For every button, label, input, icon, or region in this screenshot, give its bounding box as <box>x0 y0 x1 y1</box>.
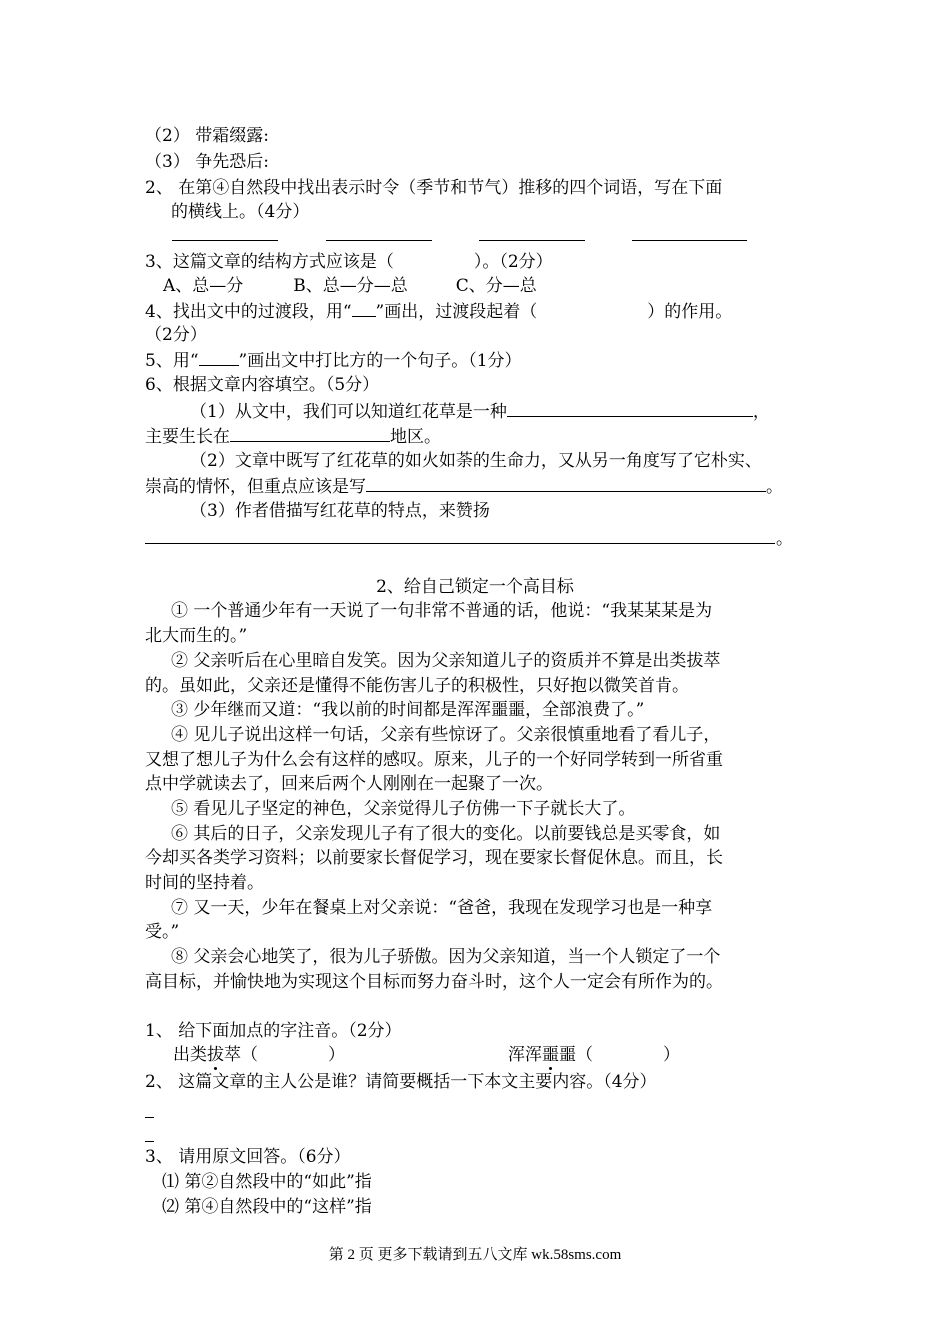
question-6-1b-text: 主要生长在 <box>145 427 230 447</box>
paragraph-line: 北大而生的。” <box>145 626 248 646</box>
paragraph-line: 时间的坚持着。 <box>145 873 264 893</box>
paragraph-line: 又想了想儿子为什么会有这样的感叹。原来，儿子的一个好同学转到一所省重 <box>145 750 723 770</box>
pinyin-word-2 <box>508 1044 680 1066</box>
question-6: 6、根据文章内容填空。（5分） <box>145 375 380 395</box>
word-1-part-a: 出类 <box>173 1045 207 1065</box>
paragraph-line: ② 父亲听后在心里暗自发笑。因为父亲知道儿子的资质并不算是出类拔萃 <box>171 651 721 671</box>
passage-question-2: 2、 这篇文章的主人公是谁？请简要概括一下本文主要内容。（4分） <box>145 1072 657 1092</box>
paragraph-line: ④ 见儿子说出这样一句话，父亲有些惊讶了。父亲很慎重地看了看儿子， <box>171 725 721 745</box>
question-6-1-blank[interactable] <box>507 400 753 417</box>
question-6-1b-end: 地区。 <box>390 427 441 447</box>
question-6-1-end: ， <box>752 402 770 422</box>
word-2-part-a: 浑浑 <box>508 1045 542 1065</box>
dotted-character: 拔 <box>207 1045 224 1065</box>
question-4-text: 4、找出文中的过渡段，用“ <box>145 302 352 322</box>
underline-sample-short <box>352 300 376 317</box>
passage-question-3-2: ⑵ 第④自然段中的“这样”指 <box>162 1197 372 1217</box>
paragraph-line: 今却买各类学习资料；以前要家长督促学习，现在要家长督促休息。而且，长 <box>145 848 723 868</box>
question-6-2b-end: 。 <box>766 477 783 497</box>
answer-blank-1[interactable] <box>172 240 278 241</box>
answer-blank-4[interactable] <box>632 240 747 241</box>
passage-question-3: 3、 请用原文回答。（6分） <box>145 1147 351 1167</box>
paragraph-line: ⑦ 又一天，少年在餐桌上对父亲说：“爸爸，我现在发现学习也是一种享 <box>171 898 713 918</box>
question-6-1-text: （1）从文中，我们可以知道红花草是一种 <box>190 402 507 422</box>
question-4-end: ）的作用。 <box>647 302 733 322</box>
answer-mark-2[interactable] <box>145 1141 154 1142</box>
paragraph-line: 受。” <box>145 922 180 942</box>
question-5-text: 5、用“ <box>145 351 199 371</box>
question-4 <box>145 300 732 323</box>
question-6-2a: （2）文章中既写了红花草的如火如荼的生命力，又从另一角度写了它朴实、 <box>190 451 762 471</box>
option-c: C、分—总 <box>455 276 537 296</box>
question-4-score: （2分） <box>145 325 207 345</box>
paragraph-line: ⑤ 看见儿子坚定的神色，父亲觉得儿子仿佛一下子就长大了。 <box>171 799 636 819</box>
option-a: A、总—分 <box>163 276 244 296</box>
question-6-1 <box>190 400 770 423</box>
question-3 <box>145 251 553 273</box>
word-1-close: ） <box>328 1045 345 1065</box>
answer-blank-2[interactable] <box>326 240 432 241</box>
paragraph-line: ⑥ 其后的日子，父亲发现儿子有了很大的变化。以前要钱总是买零食，如 <box>171 824 721 844</box>
paragraph-line: ⑧ 父亲会心地笑了，很为儿子骄傲。因为父亲知道，当一个人锁定了一个 <box>171 947 721 967</box>
question-6-2b-text: 崇高的情怀，但重点应该是写 <box>145 477 366 497</box>
paragraph-line: 点中学就读去了，回来后两个人刚刚在一起聚了一次。 <box>145 774 553 794</box>
passage-title: 2、给自己锁定一个高目标 <box>376 577 574 597</box>
question-4-mid: ”画出，过渡段起着（ <box>375 302 538 322</box>
question-3-text: 3、这篇文章的结构方式应该是（ <box>145 252 394 272</box>
question-6-3-blank[interactable] <box>145 543 775 544</box>
question-6-1b <box>145 425 441 448</box>
question-6-3: （3）作者借描写红花草的特点，来赞扬 <box>190 501 490 521</box>
option-b: B、总—分—总 <box>293 276 408 296</box>
question-5-end: ”画出文中打比方的一个句子。（1分） <box>238 351 522 371</box>
question-6-3-end: 。 <box>776 529 793 549</box>
question-6-2b <box>145 475 783 498</box>
dotted-character: 噩 <box>542 1045 559 1065</box>
pinyin-word-1 <box>173 1044 345 1066</box>
question-6-1b-blank[interactable] <box>230 425 390 442</box>
question-3-options <box>163 275 537 297</box>
paragraph-line: ③ 少年继而又道：“我以前的时间都是浑浑噩噩，全部浪费了。” <box>171 700 645 720</box>
answer-blank-3[interactable] <box>479 240 585 241</box>
sub-question-3: （3） 争先恐后: <box>145 152 269 172</box>
question-2-line2: 的横线上。（4分） <box>171 202 310 222</box>
word-2-close: ） <box>663 1045 680 1065</box>
paragraph-line: ① 一个普通少年有一天说了一句非常不普通的话，他说：“我某某某是为 <box>171 601 713 621</box>
question-3-score: ）。（2分） <box>473 252 553 272</box>
question-5 <box>145 349 522 372</box>
paragraph-line: 的。虽如此，父亲还是懂得不能伤害儿子的积极性，只好抱以微笑首肯。 <box>145 676 689 696</box>
word-2-part-b: 噩（ <box>559 1045 593 1065</box>
answer-mark-1[interactable] <box>145 1117 154 1118</box>
passage-question-1: 1、 给下面加点的字注音。（2分） <box>145 1021 402 1041</box>
passage-question-3-1: ⑴ 第②自然段中的“如此”指 <box>162 1172 372 1192</box>
question-2-line1: 2、 在第④自然段中找出表示时令（季节和节气）推移的四个词语，写在下面 <box>145 178 723 198</box>
sub-question-2: （2） 带霜缀露: <box>145 126 269 146</box>
page-footer: 第 2 页 更多下载请到五八文库 wk.58sms.com <box>328 1247 622 1263</box>
paragraph-line: 高目标，并愉快地为实现这个目标而努力奋斗时，这个人一定会有所作为的。 <box>145 972 723 992</box>
underline-sample-long <box>199 349 239 366</box>
word-1-part-b: 萃（ <box>224 1045 258 1065</box>
question-6-2b-blank[interactable] <box>366 475 766 492</box>
